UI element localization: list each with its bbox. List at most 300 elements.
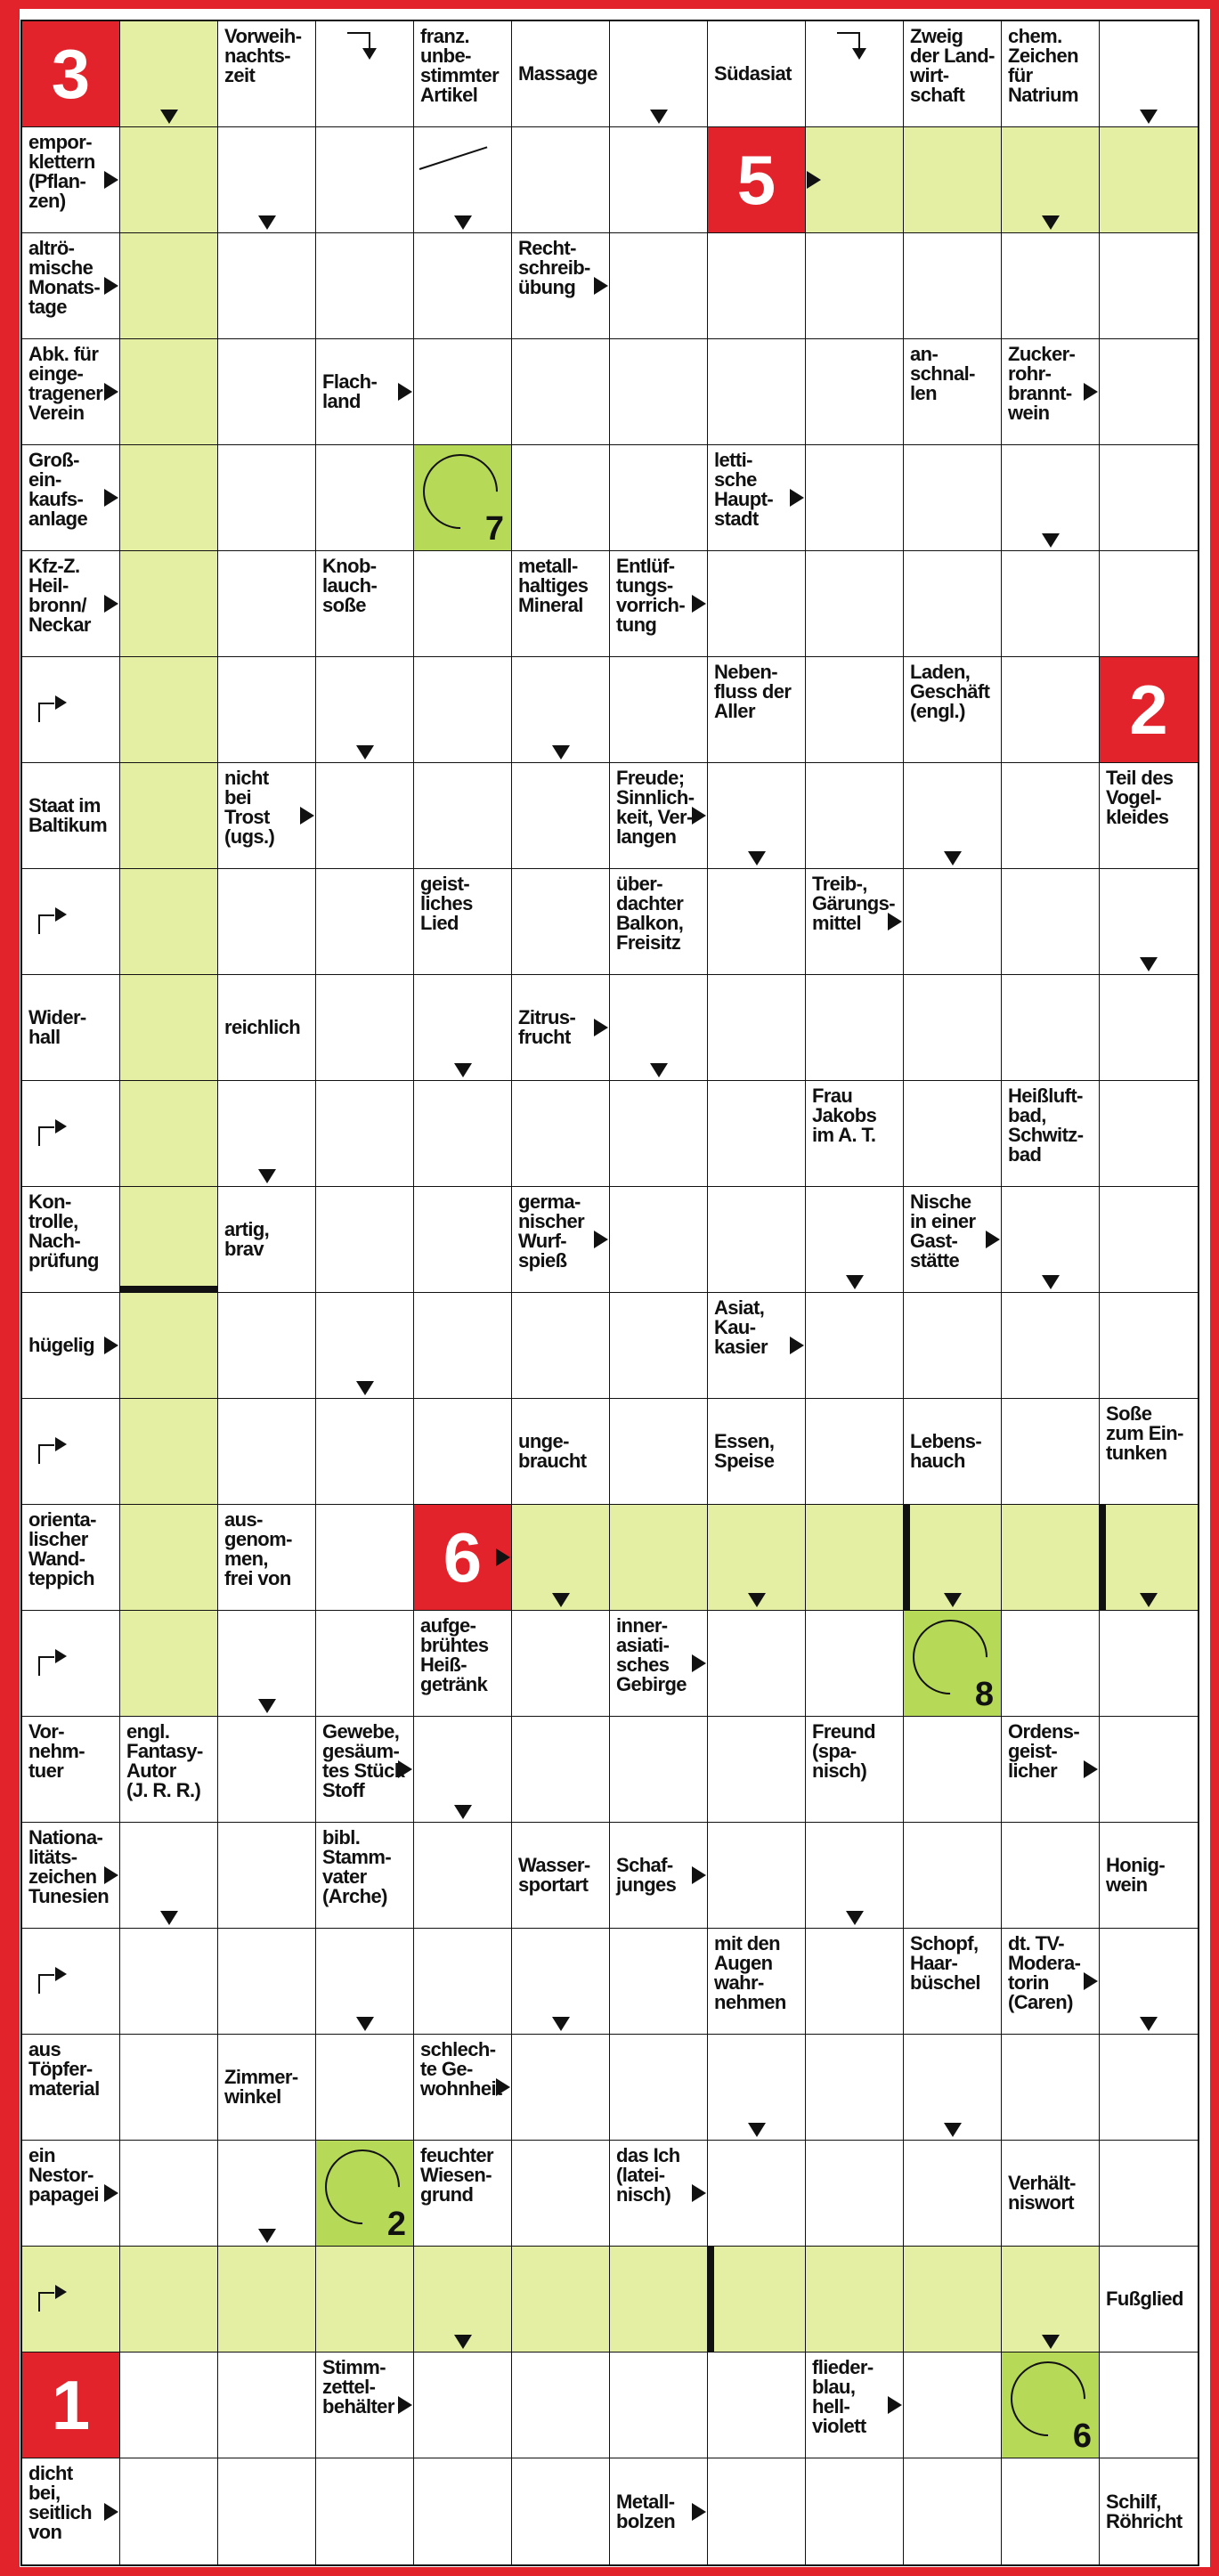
solution-cell[interactable]: [120, 869, 218, 975]
solution-cell[interactable]: [512, 1505, 610, 1611]
answer-cell[interactable]: [1100, 21, 1198, 127]
clue-cell-knoblauchsosse: [316, 551, 414, 657]
solution-cell[interactable]: [120, 339, 218, 445]
arrow-right-icon: [496, 2078, 510, 2096]
arrow-down-icon: [1042, 215, 1060, 230]
arrow-right-icon: [104, 1337, 118, 1354]
answer-cell[interactable]: [610, 127, 708, 233]
answer-cell[interactable]: [806, 2141, 904, 2247]
word-divider: [120, 1286, 217, 1293]
solution-cell[interactable]: [610, 1505, 708, 1611]
clue-cell-wandteppich: [22, 1505, 120, 1611]
answer-cell[interactable]: [316, 1399, 414, 1505]
clue-cell-nebenfluss-aller: [708, 657, 806, 763]
arrow-right-icon: [790, 1337, 804, 1354]
answer-cell[interactable]: [512, 445, 610, 551]
answer-cell[interactable]: [414, 2458, 512, 2564]
answer-cell[interactable]: [218, 1399, 316, 1505]
circle-solution-cell-c2[interactable]: [316, 2141, 414, 2247]
answer-cell[interactable]: [708, 763, 806, 869]
solution-cell[interactable]: [414, 2247, 512, 2353]
answer-cell[interactable]: [414, 1399, 512, 1505]
answer-cell[interactable]: [806, 551, 904, 657]
answer-cell[interactable]: [1100, 2353, 1198, 2458]
answer-cell[interactable]: [414, 233, 512, 339]
clue-text: Fußglied: [1106, 2288, 1183, 2310]
answer-cell[interactable]: [610, 1081, 708, 1187]
answer-cell[interactable]: [1100, 975, 1198, 1081]
answer-cell[interactable]: [512, 657, 610, 763]
solution-number-text: 2: [1129, 670, 1168, 749]
clue-text: Essen, Speise: [714, 1430, 775, 1472]
answer-cell[interactable]: [22, 657, 120, 763]
answer-cell[interactable]: [708, 869, 806, 975]
solution-cell[interactable]: [512, 2247, 610, 2353]
solution-cell[interactable]: [120, 1399, 218, 1505]
solution-cell[interactable]: [22, 2247, 120, 2353]
answer-cell[interactable]: [218, 1717, 316, 1823]
answer-cell[interactable]: [904, 551, 1002, 657]
clue-cell-freude: [610, 763, 708, 869]
solution-number-r4: [414, 1505, 512, 1611]
clue-text: Wider- hall: [28, 1006, 86, 1048]
answer-cell[interactable]: [1002, 2035, 1100, 2141]
clue-cell-kaukasier: [708, 1293, 806, 1399]
answer-cell[interactable]: [708, 2141, 806, 2247]
answer-cell[interactable]: [414, 1081, 512, 1187]
answer-cell[interactable]: [708, 1717, 806, 1823]
answer-cell[interactable]: [904, 2141, 1002, 2247]
answer-cell[interactable]: [1100, 1187, 1198, 1293]
solution-cell[interactable]: [120, 21, 218, 127]
arrow-right-icon: [104, 2184, 118, 2202]
answer-cell[interactable]: [1100, 1293, 1198, 1399]
answer-cell[interactable]: [904, 2035, 1002, 2141]
answer-cell[interactable]: [512, 127, 610, 233]
circle-solution-cell-c6[interactable]: [1002, 2353, 1100, 2458]
clue-text: Freund (spa- nisch): [812, 1720, 875, 1782]
answer-cell[interactable]: [316, 1929, 414, 2035]
clue-cell-rechtschreibuebung: [512, 233, 610, 339]
arrow-down-icon: [356, 745, 374, 760]
arrow-right-icon: [594, 1231, 608, 1248]
solution-cell[interactable]: [316, 2247, 414, 2353]
solution-cell[interactable]: [806, 1505, 904, 1611]
solution-cell[interactable]: [120, 763, 218, 869]
solution-cell[interactable]: [904, 127, 1002, 233]
answer-cell[interactable]: [218, 2141, 316, 2247]
answer-cell[interactable]: [218, 233, 316, 339]
answer-cell[interactable]: [414, 127, 512, 233]
answer-cell[interactable]: [904, 1081, 1002, 1187]
answer-cell[interactable]: [120, 1823, 218, 1929]
answer-cell[interactable]: [218, 2353, 316, 2458]
answer-cell[interactable]: [806, 763, 904, 869]
answer-cell[interactable]: [512, 2035, 610, 2141]
answer-cell[interactable]: [512, 2458, 610, 2564]
answer-cell[interactable]: [218, 551, 316, 657]
clue-cell-heissgetraenk: [414, 1611, 512, 1717]
solution-cell[interactable]: [1100, 1505, 1198, 1611]
answer-cell[interactable]: [414, 1187, 512, 1293]
answer-cell[interactable]: [610, 1717, 708, 1823]
answer-cell[interactable]: [1100, 339, 1198, 445]
answer-cell[interactable]: [316, 1081, 414, 1187]
answer-cell[interactable]: [806, 2035, 904, 2141]
clue-cell-gebirge: [610, 1611, 708, 1717]
bent-arrow-right-icon: [38, 1974, 54, 1994]
answer-cell[interactable]: [806, 1293, 904, 1399]
answer-cell[interactable]: [1002, 1823, 1100, 1929]
clue-cell-fantasy-autor: [120, 1717, 218, 1823]
answer-cell[interactable]: [708, 551, 806, 657]
answer-cell[interactable]: [610, 2353, 708, 2458]
answer-cell[interactable]: [806, 445, 904, 551]
solution-cell[interactable]: [904, 1505, 1002, 1611]
clue-text: ein Nestor- papagei: [28, 2144, 99, 2206]
answer-cell[interactable]: [1100, 1717, 1198, 1823]
clue-text: Honig- wein: [1106, 1854, 1166, 1896]
clue-cell-unbestimmter-artikel: [414, 21, 512, 127]
solution-number-text: 1: [51, 2365, 91, 2444]
answer-cell[interactable]: [316, 763, 414, 869]
clue-cell-vogelkleid: [1100, 763, 1198, 869]
answer-cell[interactable]: [1100, 233, 1198, 339]
arrow-down-icon: [1042, 1275, 1060, 1289]
answer-cell[interactable]: [218, 1929, 316, 2035]
clue-cell-dicht-bei: [22, 2458, 120, 2564]
answer-cell[interactable]: [1100, 1081, 1198, 1187]
arrow-down-icon: [356, 2017, 374, 2031]
answer-cell[interactable]: [610, 1293, 708, 1399]
solution-cell[interactable]: [120, 1611, 218, 1717]
answer-cell[interactable]: [316, 2458, 414, 2564]
answer-cell[interactable]: [1002, 1399, 1100, 1505]
clue-cell-schilf: [1100, 2458, 1198, 2564]
answer-cell[interactable]: [1100, 1929, 1198, 2035]
answer-cell[interactable]: [610, 657, 708, 763]
solution-cell[interactable]: [120, 127, 218, 233]
answer-cell[interactable]: [1002, 657, 1100, 763]
answer-cell[interactable]: [316, 869, 414, 975]
answer-cell[interactable]: [708, 1823, 806, 1929]
solution-cell[interactable]: [610, 2247, 708, 2353]
answer-cell[interactable]: [1100, 1611, 1198, 1717]
answer-cell[interactable]: [708, 1611, 806, 1717]
answer-cell[interactable]: [1002, 233, 1100, 339]
arrow-right-icon: [398, 383, 412, 401]
answer-cell[interactable]: [1002, 1293, 1100, 1399]
clue-cell-laden: [904, 657, 1002, 763]
clue-cell-wurfspiess: [512, 1187, 610, 1293]
clue-text: aus- genom- men, frei von: [224, 1508, 292, 1589]
answer-cell[interactable]: [414, 1929, 512, 2035]
solution-cell[interactable]: [1100, 127, 1198, 233]
answer-cell[interactable]: [218, 2458, 316, 2564]
answer-cell[interactable]: [414, 2353, 512, 2458]
answer-cell[interactable]: [708, 2353, 806, 2458]
solution-cell[interactable]: [904, 2247, 1002, 2353]
clue-text: Südasiat: [714, 62, 792, 85]
clue-text: Schilf, Röhricht: [1106, 2490, 1182, 2532]
answer-cell[interactable]: [1002, 2458, 1100, 2564]
clue-text: Metall- bolzen: [616, 2490, 676, 2532]
answer-cell[interactable]: [316, 1611, 414, 1717]
solution-cell[interactable]: [120, 2247, 218, 2353]
answer-cell[interactable]: [414, 1293, 512, 1399]
arrow-down-icon: [748, 2123, 766, 2137]
solution-cell[interactable]: [120, 657, 218, 763]
answer-cell[interactable]: [120, 2458, 218, 2564]
arrow-right-icon: [692, 595, 706, 613]
arrow-down-icon: [160, 1911, 178, 1925]
answer-cell[interactable]: [120, 2035, 218, 2141]
answer-cell[interactable]: [806, 1399, 904, 1505]
arrow-right-icon: [594, 277, 608, 295]
clue-cell-geistliches-lied: [414, 869, 512, 975]
answer-cell[interactable]: [806, 1929, 904, 2035]
answer-cell[interactable]: [316, 233, 414, 339]
answer-cell[interactable]: [1100, 551, 1198, 657]
answer-cell[interactable]: [512, 2141, 610, 2247]
solution-cell[interactable]: [120, 975, 218, 1081]
answer-cell[interactable]: [218, 1611, 316, 1717]
answer-cell[interactable]: [610, 445, 708, 551]
arrow-right-icon: [300, 807, 314, 825]
answer-cell[interactable]: [22, 869, 120, 975]
answer-cell[interactable]: [22, 1929, 120, 2035]
answer-cell[interactable]: [904, 1293, 1002, 1399]
solution-cell[interactable]: [120, 551, 218, 657]
clue-text: Treib-, Gärungs- mittel: [812, 873, 895, 934]
answer-cell[interactable]: [316, 445, 414, 551]
answer-cell[interactable]: [806, 233, 904, 339]
answer-cell[interactable]: [806, 1187, 904, 1293]
answer-cell[interactable]: [512, 339, 610, 445]
answer-cell[interactable]: [708, 233, 806, 339]
answer-cell[interactable]: [512, 1081, 610, 1187]
clue-text: Teil des Vogel- kleides: [1106, 767, 1174, 828]
answer-cell[interactable]: [316, 2035, 414, 2141]
clue-cell-das-ich: [610, 2141, 708, 2247]
answer-cell[interactable]: [610, 233, 708, 339]
arrow-right-icon: [104, 383, 118, 401]
answer-cell[interactable]: [316, 975, 414, 1081]
answer-cell[interactable]: [1002, 1611, 1100, 1717]
answer-cell[interactable]: [904, 2353, 1002, 2458]
clue-text: Stimm- zettel- behälter: [322, 2356, 394, 2418]
solution-cell[interactable]: [708, 1505, 806, 1611]
answer-cell[interactable]: [1100, 869, 1198, 975]
answer-cell[interactable]: [120, 2353, 218, 2458]
answer-cell[interactable]: [316, 1505, 414, 1611]
answer-cell[interactable]: [806, 657, 904, 763]
solution-cell[interactable]: [120, 445, 218, 551]
answer-cell[interactable]: [414, 551, 512, 657]
answer-cell[interactable]: [512, 1611, 610, 1717]
clue-text: geist- liches Lied: [420, 873, 473, 934]
answer-cell[interactable]: [22, 1399, 120, 1505]
answer-cell[interactable]: [708, 975, 806, 1081]
answer-cell[interactable]: [1002, 551, 1100, 657]
arrow-right-icon: [790, 489, 804, 507]
answer-cell[interactable]: [120, 2141, 218, 2247]
answer-cell[interactable]: [610, 975, 708, 1081]
answer-cell[interactable]: [22, 1611, 120, 1717]
answer-cell[interactable]: [414, 763, 512, 869]
answer-cell[interactable]: [316, 127, 414, 233]
clue-text: Vorweih- nachts- zeit: [224, 25, 302, 86]
answer-cell[interactable]: [414, 1823, 512, 1929]
answer-cell[interactable]: [610, 2035, 708, 2141]
answer-cell[interactable]: [1002, 445, 1100, 551]
answer-cell[interactable]: [22, 1081, 120, 1187]
answer-cell[interactable]: [806, 2458, 904, 2564]
arrow-down-icon: [454, 215, 472, 230]
circle-solution-cell-c7[interactable]: [414, 445, 512, 551]
solution-cell[interactable]: [120, 1187, 218, 1293]
answer-cell[interactable]: [610, 1187, 708, 1293]
circle-number: 8: [974, 1676, 994, 1713]
answer-cell[interactable]: [806, 21, 904, 127]
clue-cell-lettische-hauptstadt: [708, 445, 806, 551]
answer-cell[interactable]: [708, 1187, 806, 1293]
answer-cell[interactable]: [1100, 2035, 1198, 2141]
solution-number-text: 3: [51, 34, 91, 113]
answer-cell[interactable]: [512, 1293, 610, 1399]
solution-cell[interactable]: [1002, 1505, 1100, 1611]
answer-cell[interactable]: [904, 1823, 1002, 1929]
answer-cell[interactable]: [218, 869, 316, 975]
arrow-down-icon: [1140, 957, 1158, 971]
answer-cell[interactable]: [316, 21, 414, 127]
answer-cell[interactable]: [904, 869, 1002, 975]
solution-cell[interactable]: [120, 1293, 218, 1399]
answer-cell[interactable]: [512, 763, 610, 869]
answer-cell[interactable]: [1100, 445, 1198, 551]
answer-cell[interactable]: [218, 1293, 316, 1399]
answer-cell[interactable]: [904, 2458, 1002, 2564]
answer-cell[interactable]: [316, 1293, 414, 1399]
answer-cell[interactable]: [316, 1187, 414, 1293]
answer-cell[interactable]: [316, 657, 414, 763]
bent-arrow-down-icon: [837, 32, 860, 48]
clue-text: aus Töpfer- material: [28, 2038, 100, 2100]
answer-cell[interactable]: [1002, 869, 1100, 975]
clue-cell-toepfermaterial: [22, 2035, 120, 2141]
answer-cell[interactable]: [414, 339, 512, 445]
solution-cell[interactable]: [120, 1081, 218, 1187]
clue-text: Wasser- sportart: [518, 1854, 590, 1896]
answer-cell[interactable]: [414, 1717, 512, 1823]
answer-cell[interactable]: [806, 1823, 904, 1929]
answer-cell[interactable]: [610, 1929, 708, 2035]
answer-cell[interactable]: [806, 1611, 904, 1717]
clue-cell-ungebraucht: [512, 1399, 610, 1505]
answer-cell[interactable]: [1002, 1187, 1100, 1293]
answer-cell[interactable]: [414, 975, 512, 1081]
clue-text: Zucker- rohr- brannt- wein: [1008, 343, 1076, 424]
answer-cell[interactable]: [218, 445, 316, 551]
answer-cell[interactable]: [512, 2353, 610, 2458]
solution-number-r5: [22, 2353, 120, 2458]
arrow-right-icon: [398, 2396, 412, 2414]
solution-cell[interactable]: [218, 2247, 316, 2353]
clue-text: dicht bei, seitlich von: [28, 2462, 93, 2543]
answer-cell[interactable]: [708, 339, 806, 445]
clue-cell-essen: [708, 1399, 806, 1505]
answer-cell[interactable]: [1002, 975, 1100, 1081]
clue-text: Nische in einer Gast- stätte: [910, 1190, 976, 1272]
clue-cell-widerhall: [22, 975, 120, 1081]
answer-cell[interactable]: [218, 1823, 316, 1929]
answer-cell[interactable]: [610, 21, 708, 127]
answer-cell[interactable]: [806, 975, 904, 1081]
clue-cell-staat-baltikum: [22, 763, 120, 869]
arrow-right-icon: [692, 1866, 706, 1884]
answer-cell[interactable]: [610, 1399, 708, 1505]
clue-text: Neben- fluss der Aller: [714, 661, 792, 722]
diagonal-line: [419, 146, 488, 170]
answer-cell[interactable]: [218, 657, 316, 763]
arrow-down-icon: [748, 1593, 766, 1607]
solution-cell[interactable]: [120, 233, 218, 339]
answer-cell[interactable]: [512, 1929, 610, 2035]
clue-cell-massage: [512, 21, 610, 127]
answer-cell[interactable]: [512, 869, 610, 975]
arrow-right-icon: [692, 1654, 706, 1672]
answer-cell[interactable]: [904, 1717, 1002, 1823]
arrow-down-icon: [650, 1063, 668, 1077]
solution-cell[interactable]: [806, 2247, 904, 2353]
answer-cell[interactable]: [414, 657, 512, 763]
bent-arrow-down-icon: [347, 32, 370, 48]
answer-cell[interactable]: [904, 975, 1002, 1081]
answer-cell[interactable]: [904, 445, 1002, 551]
answer-cell[interactable]: [512, 1717, 610, 1823]
answer-cell[interactable]: [806, 339, 904, 445]
solution-cell[interactable]: [1002, 127, 1100, 233]
answer-cell[interactable]: [1002, 763, 1100, 869]
solution-cell[interactable]: [806, 127, 904, 233]
solution-cell[interactable]: [1002, 2247, 1100, 2353]
answer-cell[interactable]: [904, 233, 1002, 339]
answer-cell[interactable]: [218, 127, 316, 233]
solution-cell[interactable]: [120, 1505, 218, 1611]
answer-cell[interactable]: [610, 339, 708, 445]
clue-text: artig, brav: [224, 1218, 270, 1260]
circle-solution-cell-c8[interactable]: [904, 1611, 1002, 1717]
clue-cell-zweig-landwirtschaft: [904, 21, 1002, 127]
answer-cell[interactable]: [708, 2458, 806, 2564]
answer-cell[interactable]: [218, 339, 316, 445]
clue-text: metall- haltiges Mineral: [518, 555, 589, 616]
arrow-down-icon: [846, 1911, 864, 1925]
clue-text: flieder- blau, hell- violett: [812, 2356, 874, 2437]
solution-cell[interactable]: [708, 2247, 806, 2353]
solution-number-r3: [1100, 657, 1198, 763]
clue-text: Flach- land: [322, 370, 378, 412]
answer-cell[interactable]: [708, 1081, 806, 1187]
answer-cell[interactable]: [708, 2035, 806, 2141]
answer-cell[interactable]: [120, 1929, 218, 2035]
answer-cell[interactable]: [218, 1081, 316, 1187]
answer-cell[interactable]: [904, 763, 1002, 869]
clue-text: Schopf, Haar- büschel: [910, 1932, 980, 1994]
word-divider: [904, 1505, 910, 1610]
answer-cell[interactable]: [1100, 2141, 1198, 2247]
clue-cell-suedasiat: [708, 21, 806, 127]
